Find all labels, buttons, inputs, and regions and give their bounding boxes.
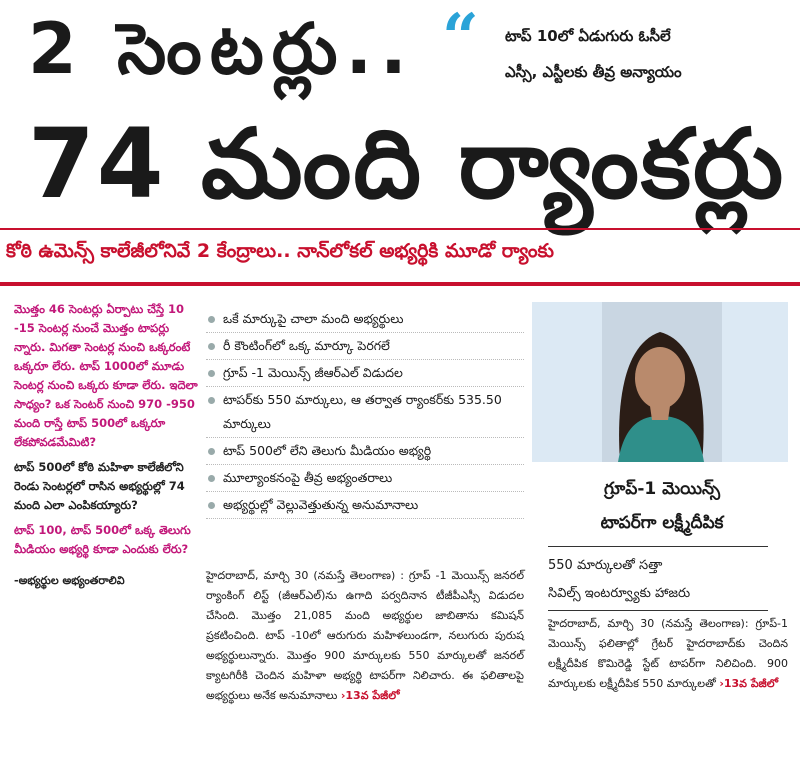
list-item: మూల్యాంకనంపై తీవ్ర అభ్యంతరాలు xyxy=(206,465,524,492)
quote-mark-icon: “ xyxy=(442,0,479,75)
bullet-icon xyxy=(208,316,215,323)
topper-subhead-line-2: సివిల్స్ ఇంటర్వ్యూకు హాజరు xyxy=(548,586,691,601)
objection-paragraph-3: టాప్ 100, టాప్ 500లో ఒక్క తెలుగు మీడియం అభ్యర్థి కూడా ఎందుకు లేరు? xyxy=(14,523,191,556)
bullet-icon xyxy=(208,448,215,455)
caption-divider-2 xyxy=(548,610,768,611)
continued-arrow-icon: › xyxy=(340,689,346,702)
topper-caption xyxy=(534,472,790,540)
page-reference: 13వ పేజీలో xyxy=(723,677,779,690)
topper-subhead-line-1: 550 మార్కులతో సత్తా xyxy=(548,558,663,573)
caption-divider xyxy=(548,546,768,547)
divider-top xyxy=(0,228,800,230)
pull-quote-line-2: ఎస్సీ, ఎస్టీలకు తీవ్ర అన్యాయం xyxy=(505,63,682,81)
divider-bottom xyxy=(0,282,800,286)
subheadline: కోఠి ఉమెన్స్ కాలేజీలోనివే 2 కేంద్రాలు.. నాన్‌లోకల్ అభ్యర్థికి మూడో ర్యాంకు xyxy=(6,240,554,262)
list-item: రీ కౌంటింగ్‌లో ఒక్క మార్కూ పెరగలే xyxy=(206,333,524,360)
list-item: టాప్ 500లో లేని తెలుగు మీడియం అభ్యర్థి xyxy=(206,438,524,465)
bullet-icon xyxy=(208,343,215,350)
continued-arrow-icon: › xyxy=(719,677,724,690)
topper-article-body xyxy=(548,614,788,694)
list-item: అభ్యర్థుల్లో వెల్లువెత్తుతున్న అనుమానాలు xyxy=(206,492,524,519)
list-item: టాపర్‌కు 550 మార్కులు, ఆ తర్వాత ర్యాంకర్‌కు 535.50 మార్కులు xyxy=(206,387,524,438)
main-article-body xyxy=(206,566,524,706)
highlights-list xyxy=(206,306,524,519)
main-article-text: హైదరాబాద్, మార్చి 30 (నమస్తే తెలంగాణ) : గ్రూప్ -1 మెయిన్స్ జనరల్ ర్యాంకింగ్ లిస్ట్ (జీఆర్‌ఎల్)ను ఉగాది పర్వదినాన టీజీపీఎస్సీ విడుదల చేసింది. మొత్తం 21,085 మంది అభ్యర్థుల జాబితాను కమిషన్ ప్రకటించింది. టాప్ -10లో ఆరుగురు మహిళలుండగా, నలుగురు పురుష అభ్యర్థులున్నారు. మొత్తం 900 మార్కులకు 550 మార్కులతో జనరల్ క్యాటగిరీకి చెందిన మహిళా అభ్యర్థి టాపర్‌గా నిలిచారు. ఈ ఫలితాలపై అభ్యర్థులు అనేక అనుమానాలు xyxy=(206,569,524,702)
topper-caption-line-2: టాపర్‌గా లక్ష్మీదీపిక xyxy=(600,513,724,533)
topper-caption-line-1: గ్రూప్-1 మెయిన్స్ xyxy=(603,479,720,499)
page-reference: 13వ పేజీలో xyxy=(345,689,400,702)
pull-quote-line-1: టాప్ 10లో ఏడుగురు ఓసీలే xyxy=(505,27,671,45)
list-item: ఒకే మార్కుపై చాలా మంది అభ్యర్థులు xyxy=(206,306,524,333)
pull-quote xyxy=(505,18,795,90)
headline-line-1: 2 సెంటర్లు.. xyxy=(28,8,415,90)
headline-line-2: 74 మంది ర్యాంకర్లు xyxy=(28,108,786,220)
list-item: గ్రూప్ -1 మెయిన్స్ జీఆర్‌ఎల్ విడుదల xyxy=(206,360,524,387)
bullet-icon xyxy=(208,475,215,482)
objection-paragraph-1: మొత్తం 46 సెంటర్లు ఏర్పాటు చేస్తే 10 -15 సెంటర్ల నుంచే మొత్తం టాపర్లు న్నారు. మిగతా సెంటర్ల నుంచి ఒక్కరంటే ఒక్కరూ లేరు. టాప్ 1000లో మూడు సెంటర్ల నుంచి ఒక్కరు కూడా లేరు. ఇదెలా సాధ్యం? ఒక సెంటర్ నుంచి 970 -950 మంది రాస్తే టాప్ 500లో ఒక్కరూ లేకపోవడమేమిటి? xyxy=(14,302,198,449)
bullet-icon xyxy=(208,397,215,404)
objections-signature: -అభ్యర్థుల అభ్యంతరాలివి xyxy=(14,574,125,587)
bullet-icon xyxy=(208,370,215,377)
objections-column xyxy=(14,300,200,590)
bullet-icon xyxy=(208,502,215,509)
topper-subhead xyxy=(548,552,788,608)
topper-article-text: హైదరాబాద్, మార్చి 30 (నమస్తే తెలంగాణ): గ్రూప్-1 మెయిన్స్ ఫలితాల్లో గ్రేటర్ హైదరాబాద్‌కు చెందిన లక్ష్మీదీపిక కొమిరెడ్డి స్టేట్ టాపర్‌గా నిలిచింది. 900 మార్కులకు లక్ష్మీదీపిక 550 మార్కులతో xyxy=(548,617,788,690)
topper-photo xyxy=(532,302,788,462)
objection-paragraph-2: టాప్ 500లో కోఠి మహిళా కాలేజీలోని రెండు సెంటర్లలో రాసిన అభ్యర్థుల్లో 74 మంది ఎలా ఎంపికయ్యారు? xyxy=(14,460,185,512)
